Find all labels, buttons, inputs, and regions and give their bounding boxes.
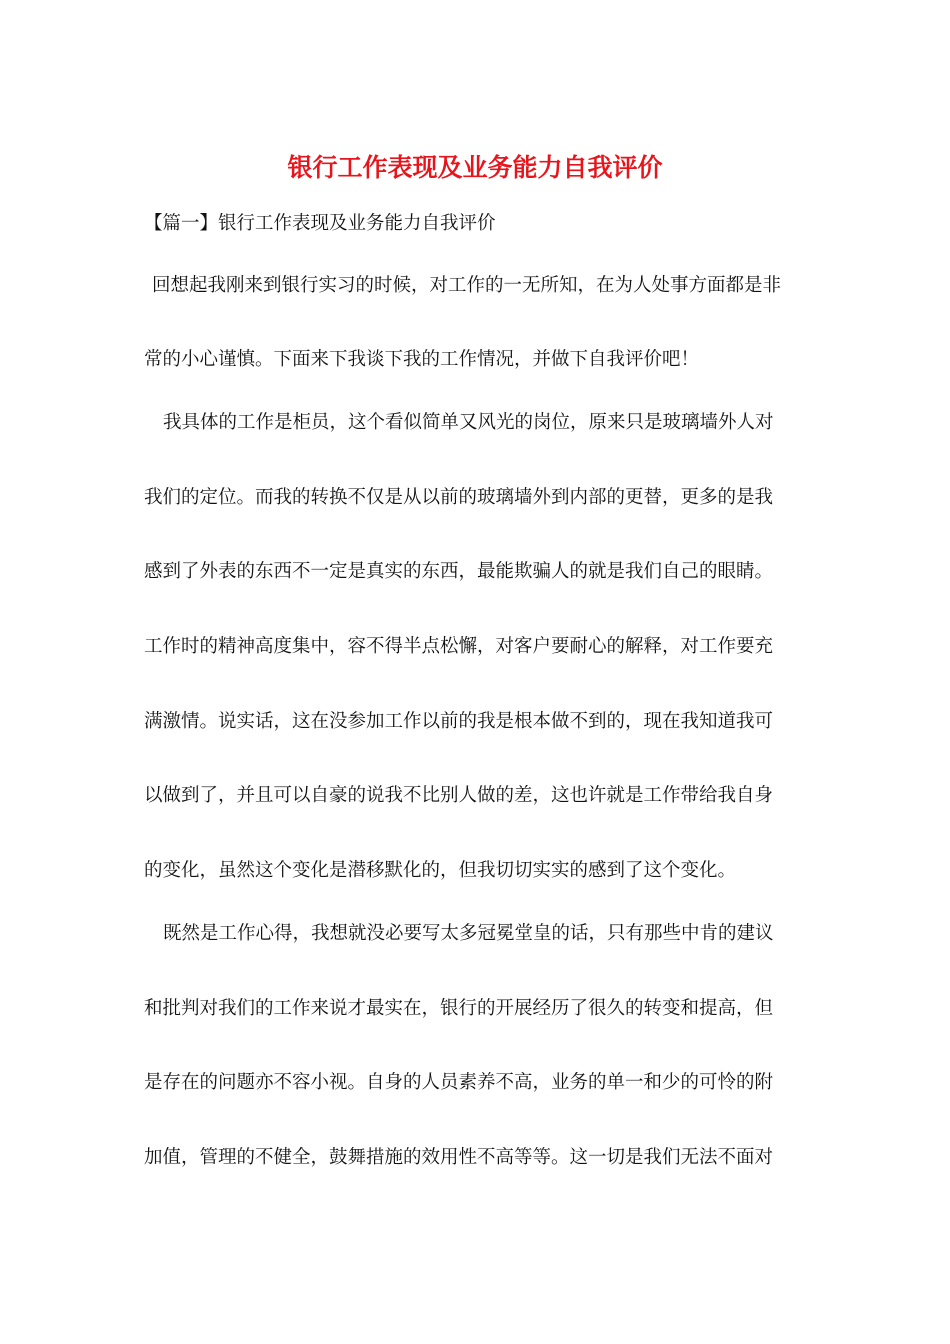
paragraph-line: 满激情。说实话，这在没参加工作以前的我是根本做不到的，现在我知道我可 xyxy=(144,711,774,732)
paragraph-line: 和批判对我们的工作来说才最实在，银行的开展经历了很久的转变和提高，但 xyxy=(144,998,774,1019)
paragraph-line: 回想起我刚来到银行实习的时候，对工作的一无所知，在为人处事方面都是非 xyxy=(152,275,782,296)
document-title: 银行工作表现及业务能力自我评价 xyxy=(287,153,663,182)
paragraph-line: 加值，管理的不健全，鼓舞措施的效用性不高等等。这一切是我们无法不面对 xyxy=(144,1147,774,1168)
paragraph-line: 工作时的精神高度集中，容不得半点松懈，对客户要耐心的解释，对工作要充 xyxy=(144,636,774,657)
paragraph-line: 是存在的问题亦不容小视。自身的人员素养不高，业务的单一和少的可怜的附 xyxy=(144,1072,774,1093)
paragraph-line: 常的小心谨慎。下面来下我谈下我的工作情况，并做下自我评价吧！ xyxy=(144,349,700,370)
paragraph-line: 我具体的工作是柜员，这个看似简单又风光的岗位，原来只是玻璃墙外人对 xyxy=(163,412,774,433)
section-heading: 【篇一】银行工作表现及业务能力自我评价 xyxy=(144,213,496,234)
paragraph-line: 以做到了，并且可以自豪的说我不比别人做的差，这也许就是工作带给我自身 xyxy=(144,785,774,806)
paragraph-line: 既然是工作心得，我想就没必要写太多冠冕堂皇的话，只有那些中肯的建议 xyxy=(163,923,774,944)
paragraph-line: 的变化，虽然这个变化是潜移默化的，但我切切实实的感到了这个变化。 xyxy=(144,860,737,881)
paragraph-line: 感到了外表的东西不一定是真实的东西，最能欺骗人的就是我们自己的眼睛。 xyxy=(144,561,774,582)
paragraph-line: 我们的定位。而我的转换不仅是从以前的玻璃墙外到内部的更替，更多的是我 xyxy=(144,487,774,508)
